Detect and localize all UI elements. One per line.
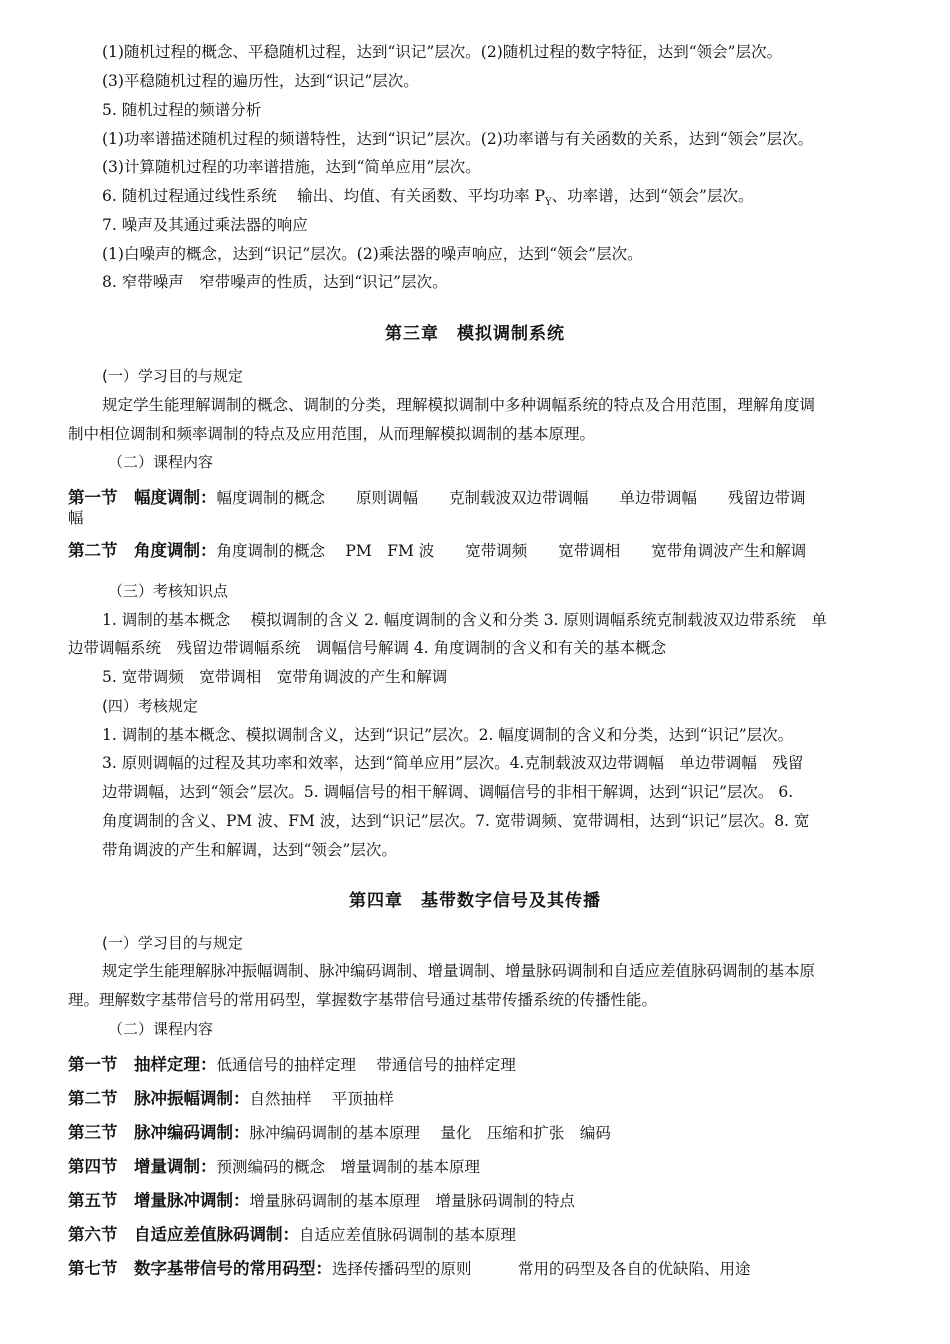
course-section-body: 低通信号的抽样定理 带通信号的抽样定理 — [216, 1056, 516, 1074]
text-line: 7. 噪声及其通过乘法器的响应 — [102, 216, 308, 234]
text-line: (3)平稳随机过程的遍历性，达到“识记”层次。 — [102, 72, 419, 90]
text-line: 规定学生能理解调制的概念、调制的分类，理解模拟调制中多种调幅系统的特点及合用范围，理解角度调 — [102, 396, 816, 414]
text-line: 1. 调制的基本概念、模拟调制含义，达到“识记”层次。2. 幅度调制的含义和分类，达到“识记”层次。 — [102, 726, 794, 744]
text-segment: 6. 随机过程通过线性系统 输出、均值、有关函数、平均功率 P — [102, 187, 546, 205]
course-section-body: 自然抽样 平顶抽样 — [249, 1090, 394, 1108]
text-line-power — [102, 185, 753, 207]
course-section — [68, 1224, 516, 1246]
section-heading: (一）学习目的与规定 — [102, 367, 243, 385]
text-line: 8. 窄带噪声 窄带噪声的性质，达到“识记”层次。 — [102, 273, 448, 291]
course-section-body: 角度调制的概念 PM FM 波 宽带调频 宽带调相 宽带角调波产生和解调 — [216, 542, 807, 560]
course-section — [68, 1190, 575, 1212]
course-section — [68, 1258, 751, 1280]
text-line: 5. 宽带调频 宽带调相 宽带角调波的产生和解调 — [102, 668, 448, 686]
text-line: (1)随机过程的概念、平稳随机过程，达到“识记”层次。(2)随机过程的数字特征，达到“领会”层次。 — [102, 43, 783, 61]
course-section-title: 第六节 自适应差值脉码调制： — [68, 1225, 299, 1244]
course-section — [68, 1122, 611, 1144]
text-line: 角度调制的含义、PM 波、FM 波，达到“识记”层次。7. 宽带调频、宽带调相，达到“识记”层次。8. 宽 — [102, 812, 810, 830]
text-line: 带角调波的产生和解调，达到“领会”层次。 — [102, 841, 397, 859]
course-section-body: 自适应差值脉码调制的基本原理 — [299, 1226, 517, 1244]
text-line: (3)计算随机过程的功率谱措施，达到“简单应用”层次。 — [102, 158, 481, 176]
text-line: 边带调幅，达到“领会”层次。5. 调幅信号的相干解调、调幅信号的非相干解调，达到“识记”层次。 6. — [102, 783, 794, 801]
text-line: 幅 — [68, 509, 84, 527]
course-section-body: 增量脉码调制的基本原理 增量脉码调制的特点 — [249, 1192, 576, 1210]
text-line: (1)白噪声的概念，达到“识记”层次。(2)乘法器的噪声响应，达到“领会”层次。 — [102, 245, 643, 263]
course-section-body: 预测编码的概念 增量调制的基本原理 — [216, 1158, 481, 1176]
course-section-body: 脉冲编码调制的基本原理 量化 压缩和扩张 编码 — [249, 1124, 611, 1142]
course-section-body: 选择传播码型的原则 常用的码型及各自的优缺陷、用途 — [332, 1260, 751, 1278]
text-line: 边带调幅系统 残留边带调幅系统 调幅信号解调 4. 角度调制的含义和有关的基本概念 — [68, 639, 667, 657]
course-section-title: 第一节 幅度调制： — [68, 488, 217, 507]
course-section-title: 第二节 脉冲振幅调制： — [68, 1089, 250, 1108]
course-section-title: 第一节 抽样定理： — [68, 1055, 217, 1074]
subscript: Y — [545, 197, 552, 209]
course-section — [68, 487, 806, 509]
course-section-title: 第二节 角度调制： — [68, 541, 217, 560]
course-section — [68, 540, 806, 562]
course-section — [68, 1054, 516, 1076]
text-line: 1. 调制的基本概念 模拟调制的含义 2. 幅度调制的含义和分类 3. 原则调幅系统克制载波双边带系统 单 — [102, 611, 827, 629]
text-line: 5. 随机过程的频谱分析 — [102, 101, 262, 119]
course-section-title: 第三节 脉冲编码调制： — [68, 1123, 250, 1142]
section-heading: （二）课程内容 — [108, 453, 214, 471]
section-heading: (一）学习目的与规定 — [102, 934, 243, 952]
course-section-title: 第七节 数字基带信号的常用码型： — [68, 1259, 332, 1278]
text-line: 3. 原则调幅的过程及其功率和效率，达到“简单应用”层次。4.克制载波双边带调幅 单边带调幅 残留 — [102, 754, 804, 772]
section-heading: (四）考核规定 — [102, 697, 198, 715]
course-section-title: 第五节 增量脉冲调制： — [68, 1191, 250, 1210]
chapter-title: 第三章 模拟调制系统 — [385, 324, 565, 344]
text-line: 制中相位调制和频率调制的特点及应用范围，从而理解模拟调制的基本原理。 — [68, 425, 596, 443]
text-line: 理。理解数字基带信号的常用码型，掌握数字基带信号通过基带传播系统的传播性能。 — [68, 991, 658, 1009]
section-heading: （二）课程内容 — [108, 1020, 214, 1038]
text-line: (1)功率谱描述随机过程的频谱特性，达到“识记”层次。(2)功率谱与有关函数的关系，达到“领会”层次。 — [102, 130, 814, 148]
course-section-body: 幅度调制的概念 原则调幅 克制载波双边带调幅 单边带调幅 残留边带调 — [216, 489, 806, 507]
chapter-title: 第四章 基带数字信号及其传播 — [349, 891, 601, 911]
course-section — [68, 1156, 480, 1178]
course-section-title: 第四节 增量调制： — [68, 1157, 217, 1176]
course-section — [68, 1088, 394, 1110]
text-segment: 、功率谱，达到“领会”层次。 — [551, 187, 754, 205]
section-heading: （三）考核知识点 — [108, 582, 229, 600]
text-line: 规定学生能理解脉冲振幅调制、脉冲编码调制、增量调制、增量脉码调制和自适应差值脉码调制的基本原 — [102, 962, 816, 980]
